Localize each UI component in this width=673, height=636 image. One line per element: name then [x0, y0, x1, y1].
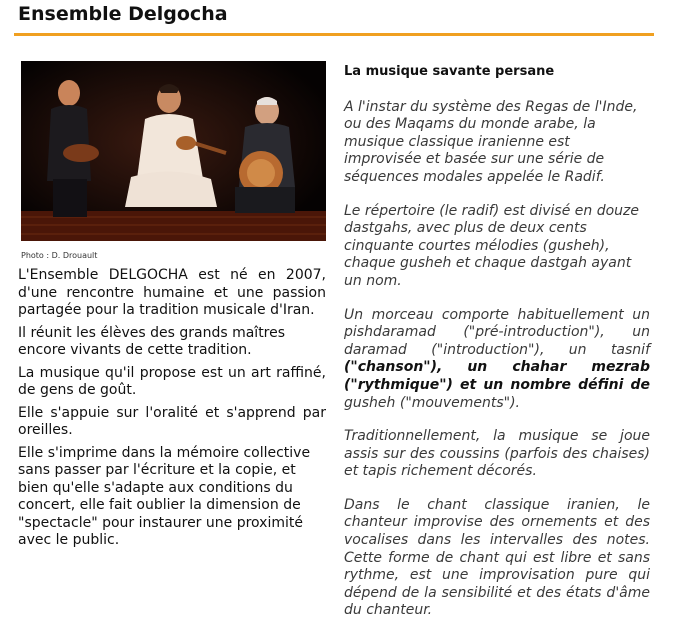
right-paragraph-morceau: [344, 307, 650, 413]
right-paragraph: Dans le chant classique iranien, le chanteur improvise des ornements et des vocalises dans les intervalles des notes. Cette forme de chant qui est libre et sans rythme, est une improvisation pure qui dépend de la sensibilité et des états d'âme du chanteur.: [344, 496, 650, 619]
photo-credit: Photo : D. Drouault: [21, 251, 98, 260]
left-column: [18, 267, 326, 555]
concert-photo-illustration: [21, 61, 326, 241]
right-paragraph: A l'instar du système des Regas de l'Inde, ou des Maqams du monde arabe, la musique classique iranienne est improvisée et basée sur une série de séquences modales appelée le Radif.: [344, 98, 638, 185]
morceau-text-b: gusheh ("mouvements").: [344, 394, 520, 411]
ensemble-photo: [21, 61, 326, 241]
left-paragraph: La musique qu'il propose est un art raffiné, de gens de goût.: [18, 364, 326, 398]
morceau-text-a: Un morceau comporte habituellement un pishdaramad ("pré-introduction"), un daramad ("introduction"), un tasnif: [344, 306, 650, 358]
right-paragraph: Le répertoire (le radif) est divisé en douze dastgahs, avec plus de deux cents cinquante courtes mélodies (gusheh), chaque gusheh et chaque dastgah ayant un nom.: [344, 202, 639, 289]
left-paragraph: Elle s'appuie sur l'oralité et s'apprend par oreilles.: [18, 404, 326, 438]
section-heading: La musique savante persane: [344, 64, 555, 79]
right-paragraph: Traditionnellement, la musique se joue assis sur des coussins (parfois des chaises) et tapis richement décorés.: [344, 428, 650, 480]
title-underline: [14, 33, 654, 36]
right-column: [344, 63, 650, 636]
left-paragraph: L'Ensemble DELGOCHA est né en 2007, d'une rencontre humaine et une passion partagée pour la tradition musicale d'Iran.: [18, 267, 326, 318]
page-title: Ensemble Delgocha: [18, 3, 228, 25]
morceau-text-bold: ("chanson"), un chahar mezrab ("rythmique") et un nombre défini de: [344, 359, 650, 393]
left-paragraph: Il réunit les élèves des grands maîtres encore vivants de cette tradition.: [18, 324, 286, 358]
left-paragraph: Elle s'imprime dans la mémoire collective sans passer par l'écriture et la copie, et bien qu'elle s'adapte aux conditions du concert, elle fait oublier la dimension de "spectacle" pour instaurer une proximité avec le public.: [18, 444, 311, 548]
